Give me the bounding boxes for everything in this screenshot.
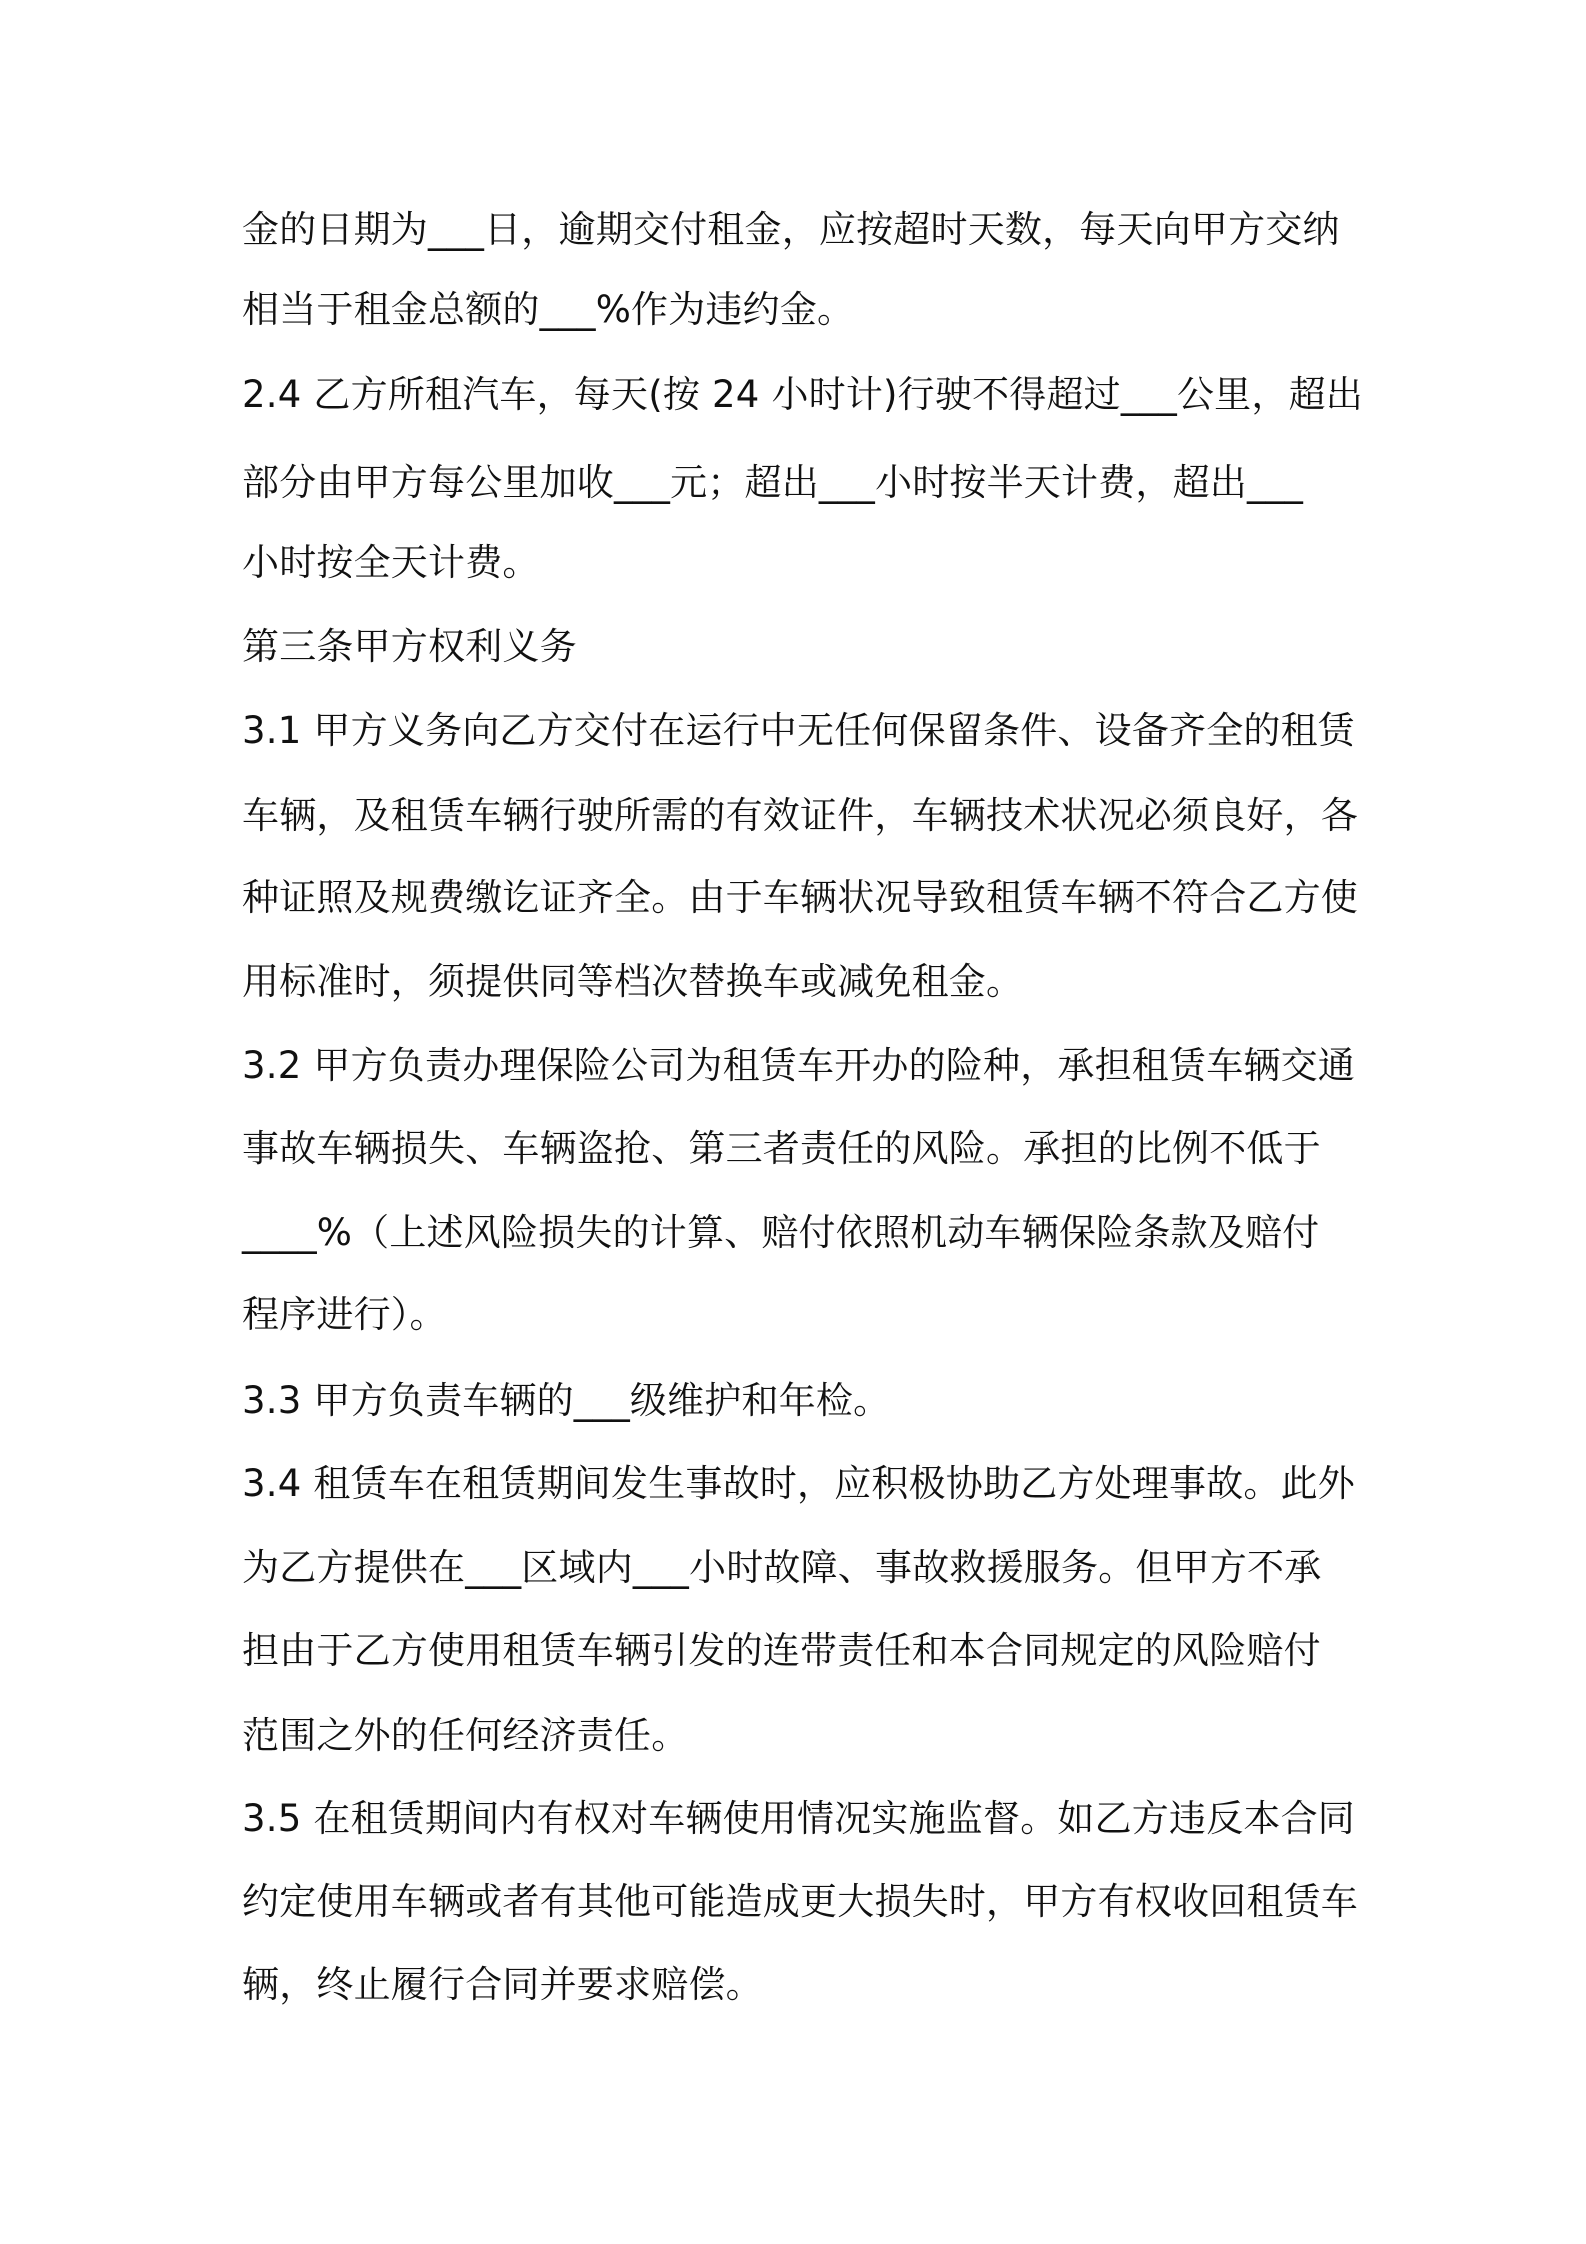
text-line: 车辆，及租赁车辆行驶所需的有效证件，车辆技术状况必须良好，各 bbox=[242, 794, 1358, 837]
text-line: 范围之外的任何经济责任。 bbox=[242, 1714, 689, 1757]
text-line: 2.4 乙方所租汽车，每天(按 24 小时计)行驶不得超过___公里，超出 bbox=[242, 373, 1363, 416]
text-line: 金的日期为___日，逾期交付租金，应按超时天数，每天向甲方交纳 bbox=[242, 208, 1340, 251]
section-heading: 第三条甲方权利义务 bbox=[242, 625, 577, 668]
text-line: 种证照及规费缴讫证齐全。由于车辆状况导致租赁车辆不符合乙方使 bbox=[242, 876, 1358, 919]
text-line: ____%（上述风险损失的计算、赔付依照机动车辆保险条款及赔付 bbox=[242, 1211, 1320, 1254]
text-line: 小时按全天计费。 bbox=[242, 541, 540, 584]
text-line: 3.5 在租赁期间内有权对车辆使用情况实施监督。如乙方违反本合同 bbox=[242, 1797, 1356, 1840]
text-line: 相当于租金总额的___%作为违约金。 bbox=[242, 288, 855, 331]
text-line: 程序进行）。 bbox=[242, 1293, 447, 1336]
text-line: 3.1 甲方义务向乙方交付在运行中无任何保留条件、设备齐全的租赁 bbox=[242, 709, 1356, 752]
text-line: 为乙方提供在___区域内___小时故障、事故救援服务。但甲方不承 bbox=[242, 1546, 1322, 1589]
text-line: 用标准时，须提供同等档次替换车或减免租金。 bbox=[242, 960, 1024, 1003]
text-line: 3.3 甲方负责车辆的___级维护和年检。 bbox=[242, 1379, 891, 1422]
text-line: 3.4 租赁车在租赁期间发生事故时，应积极协助乙方处理事故。此外 bbox=[242, 1462, 1356, 1505]
text-line: 辆，终止履行合同并要求赔偿。 bbox=[242, 1963, 763, 2006]
text-line: 约定使用车辆或者有其他可能造成更大损失时，甲方有权收回租赁车 bbox=[242, 1880, 1358, 1923]
text-line: 担由于乙方使用租赁车辆引发的连带责任和本合同规定的风险赔付 bbox=[242, 1629, 1321, 1672]
text-line: 事故车辆损失、车辆盗抢、第三者责任的风险。承担的比例不低于 bbox=[242, 1127, 1321, 1170]
text-line: 部分由甲方每公里加收___元；超出___小时按半天计费，超出___ bbox=[242, 461, 1304, 504]
text-line: 3.2 甲方负责办理保险公司为租赁车开办的险种，承担租赁车辆交通 bbox=[242, 1044, 1356, 1087]
